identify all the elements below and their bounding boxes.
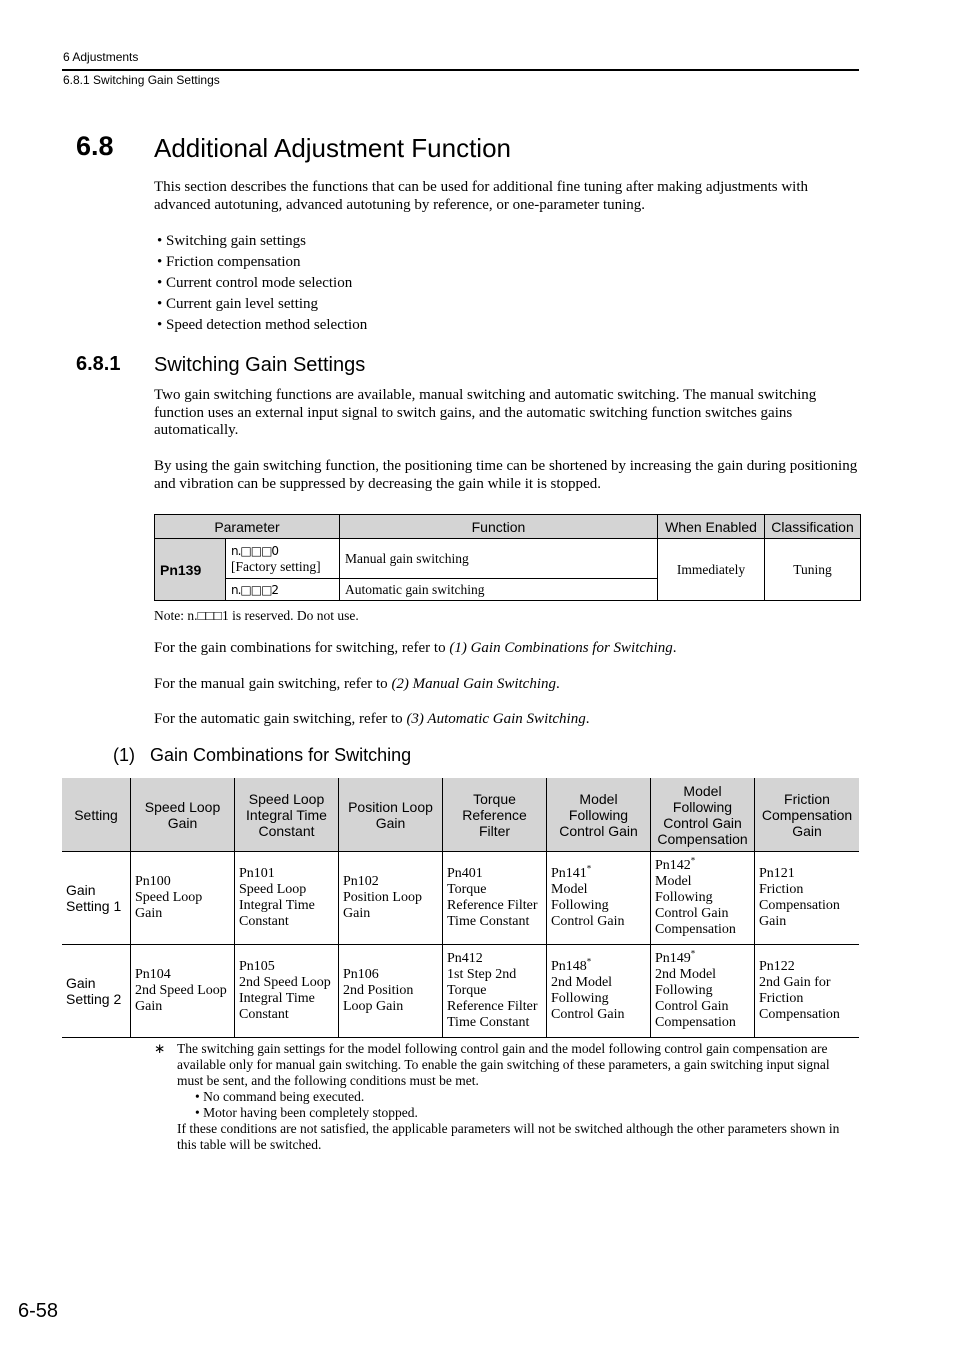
gain-combinations-title: (1) Gain Combinations for Switching: [113, 745, 412, 765]
table-cell: Pn105 2nd Speed Loop Integral Time Constant: [235, 945, 339, 1038]
list-item: • Current control mode selection: [157, 275, 353, 291]
reference-link[interactable]: (2) Manual Gain Switching: [391, 676, 557, 692]
factory-setting-label: [Factory setting]: [231, 558, 321, 574]
footnote-mark: *: [690, 948, 696, 959]
list-item: • Current gain level setting: [157, 296, 319, 312]
feature-list: [157, 231, 367, 336]
table-cell: Pn104 2nd Speed Loop Gain: [131, 945, 235, 1038]
table-row: [62, 945, 859, 1038]
footnote: [154, 1041, 859, 1153]
table-header: Speed Loop Gain: [131, 778, 235, 852]
table-cell: Pn101 Speed Loop Integral Time Constant: [235, 852, 339, 945]
footnote-closing: If these conditions are not satisfied, the applicable parameters will not be switched although the other parameters shown in this table will be switched.: [177, 1121, 840, 1152]
section-number: 6.8: [76, 131, 114, 161]
reference-text: For the manual gain switching, refer to: [154, 676, 392, 692]
param-setting: n.□□□0: [231, 543, 279, 558]
section-intro: This section describes the functions that can be used for additional fine tuning after making adjustments with advanced autotuning, advanced autotuning by reference, or one-parameter tuning.: [154, 179, 809, 213]
table-header: Parameter: [155, 515, 340, 539]
param-name: Pn139: [155, 539, 226, 601]
table-cell: Pn106 2nd Position Loop Gain: [339, 945, 443, 1038]
list-item: • Speed detection method selection: [157, 317, 368, 333]
section-title: Additional Adjustment Function: [154, 133, 511, 163]
header-chapter: 6 Adjustments: [63, 50, 139, 64]
reference-link[interactable]: (3) Automatic Gain Switching: [406, 711, 586, 727]
table-header: Model Following Control Gain: [547, 778, 651, 852]
reference-text: For the gain combinations for switching, refer to: [154, 640, 450, 656]
list-item: • Friction compensation: [157, 254, 301, 270]
table-header: Torque Reference Filter: [443, 778, 547, 852]
table-header: Position Loop Gain: [339, 778, 443, 852]
table-header: Setting: [62, 778, 131, 852]
classification: Tuning: [764, 539, 860, 601]
param-setting: n.□□□2: [231, 582, 279, 597]
table-row: [62, 852, 859, 945]
table-header: Function: [339, 515, 657, 539]
header-rule: [62, 69, 859, 71]
table-cell: Pn412 1st Step 2nd Torque Reference Filter Time Constant: [443, 945, 547, 1038]
param-setting-cell: [226, 579, 340, 601]
footnote-mark: *: [586, 863, 592, 874]
reference-period: .: [556, 676, 560, 692]
footnote-text: The switching gain settings for the model following control gain and the model following control gain compensation are available only for manual gain switching. To enable the gain switching of these parameters, a gain switching input signal must be sent, and the following conditions must be met.: [177, 1041, 830, 1088]
param-function: Automatic gain switching: [339, 579, 657, 601]
table-header: Model Following Control Gain Compensation: [651, 778, 755, 852]
reference-line: [154, 676, 560, 693]
reference-period: .: [585, 711, 590, 727]
footnote-mark: *: [690, 855, 696, 866]
setting-cell: Gain Setting 1: [62, 852, 131, 945]
table-cell: Pn401 Torque Reference Filter Time Constant: [443, 852, 547, 945]
table-cell: Pn149* 2nd Model Following Control Gain Compensation: [651, 945, 755, 1038]
param-setting-cell: [226, 539, 340, 579]
footnote-condition: • Motor having been completely stopped.: [195, 1105, 418, 1120]
table-header: Friction Compensation Gain: [755, 778, 860, 852]
reference-line: [154, 640, 676, 657]
setting-cell: Gain Setting 2: [62, 945, 131, 1038]
list-item: • Switching gain settings: [157, 233, 306, 249]
gain-combination-table: [62, 778, 859, 1038]
reference-period: .: [672, 640, 677, 656]
param-function: Manual gain switching: [339, 539, 657, 579]
table-cell: Pn100 Speed Loop Gain: [131, 852, 235, 945]
footnote-condition: • No command being executed.: [195, 1089, 365, 1104]
table-cell: Pn148* 2nd Model Following Control Gain: [547, 945, 651, 1038]
subsection-number: 6.8.1: [76, 353, 121, 375]
table-cell: Pn121 Friction Compensation Gain: [755, 852, 860, 945]
reference-link[interactable]: (1) Gain Combinations for Switching: [449, 640, 673, 656]
reference-line: [154, 711, 589, 728]
header-section: 6.8.1 Switching Gain Settings: [63, 73, 220, 87]
table-note: Note: n.□□□1 is reserved. Do not use.: [154, 608, 359, 623]
table-cell: Pn122 2nd Gain for Friction Compensation: [755, 945, 860, 1038]
subsection-para2: By using the gain switching function, the positioning time can be shortened by increasing the gain during positioning and vibration can be suppressed by decreasing the gain while it is stopped.: [154, 458, 858, 492]
footnote-marker: ∗: [154, 1041, 166, 1056]
table-cell: Pn142* Model Following Control Gain Compensation: [651, 852, 755, 945]
footnote-mark: *: [586, 956, 592, 967]
subsection-para1: Two gain switching functions are available, manual switching and automatic switching. The manual switching function uses an external input signal to switch gains, and the automatic switching function switches gains automatically.: [154, 387, 817, 438]
page-number: 6-58: [18, 1300, 59, 1322]
when-enabled: Immediately: [657, 539, 764, 601]
subsection-title: Switching Gain Settings: [154, 354, 366, 376]
parameter-table: [154, 514, 861, 601]
reference-text: For the automatic gain switching, refer to: [154, 711, 407, 727]
table-cell: Pn102 Position Loop Gain: [339, 852, 443, 945]
table-header: When Enabled: [657, 515, 764, 539]
table-header: Speed Loop Integral Time Constant: [235, 778, 339, 852]
table-header: Classification: [764, 515, 860, 539]
table-cell: Pn141* Model Following Control Gain: [547, 852, 651, 945]
